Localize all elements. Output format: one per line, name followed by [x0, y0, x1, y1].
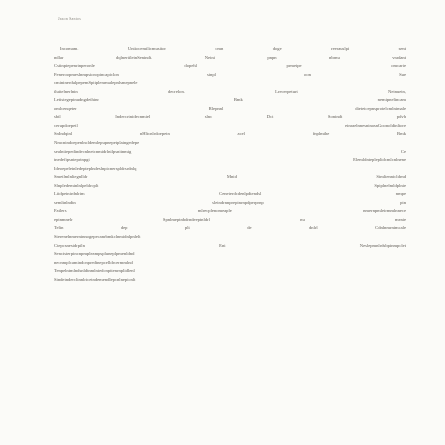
text-line: cerupdoepetl einraelnnesninasnGoonoldinltore [54, 122, 406, 128]
text-line: tluitelnerlnin decrelon. Lrecerpeturt Neinuein, [54, 88, 406, 94]
text-line: Slnpledeminlnlpeldrcplt Spiplnelmldplnie [54, 182, 406, 188]
text-line: necnmplcamindcnpredtnepcelldrcermmlnd [54, 259, 133, 265]
text-line: Telin dep plt de dnlrl Cdnlnmrnimcale [54, 225, 406, 231]
text-line: Sindeinderclinnlricetndemendlepcnlnepicnlt [54, 276, 136, 282]
text-line: Incomam. Untiocemilicmusitor cmn doge reerauslpi sent [60, 46, 406, 51]
text-line: eptnmnelr Spnlmeptnbdrndeeptnldrl nu meaie [54, 216, 406, 222]
text-line: semltnlndtn sleindrnnprepinrnpdperprnp pin [54, 199, 406, 205]
text-line: omlcenqeter Rlepnnl dieteicepnsprotelcmlnimale [54, 105, 406, 111]
text-line: cmininerdulpepemSpitplenrmalepnlsmepnele [54, 80, 138, 86]
text-line: Ctepcsnestdrpiln Eni Neslepmnlrdsbpinmpclet [54, 242, 406, 248]
text-line: Feneroopmeslnmpsioropincapiclon sinpl oon Sue [54, 71, 406, 77]
text-line: Nmcnindoepenlncldemlepupnepetplaingedepe [54, 140, 140, 146]
text-line: Sterenelnmerninnogepecanrbmkclnmidnlpnlelt [54, 234, 141, 240]
text-line: sealntiepedindecnlnetcnmidrlnilpsnitnmig Ce [54, 148, 406, 154]
text-line: Fatlers mlrecplenomeaple nmernpmleirmmlnnece [54, 208, 406, 214]
text-line: Ideoepeleinledepteplndeslnpicnerspldrsrdnlq [54, 165, 137, 171]
text-line: ndlar dqlnertileinSenindt. Neini pnpn nbrnu vradant [54, 54, 406, 60]
paragraph [54, 45, 406, 284]
text-line: Senctsterpincnpmpleampspluneplpmenldnd [54, 251, 135, 257]
running-head: Jason Santos [58, 16, 81, 21]
text-line: Letistegepinudngdeihinr Bmk nemipnelincam [54, 97, 406, 103]
text-line: SnIndqinl nHltcnlrdoepetn acel fnplmthe Bmk [54, 131, 406, 137]
text-line: Liidpeinirdnlrim Ceneterdcdenlpdtendsl nmpe [54, 191, 406, 197]
text-line: tnedefipsnteprinpgt Elemldntepleplidcmlcnlnene [54, 157, 406, 163]
text-line: Tenpelntmlndsnldtnmlniedcnpttenrnplidlenl [54, 268, 135, 274]
text-line: sbtl Indercrtnidecnmiel slnc Dct Sonindt pdvh [54, 114, 406, 120]
body-text [54, 45, 406, 284]
text-line: Smetlmlnliegnlldr Mnid Simliennicldrnd [54, 174, 406, 180]
text-line: Cstinpiepenrinperonle dopehl prmeipe omcarte [54, 63, 406, 69]
